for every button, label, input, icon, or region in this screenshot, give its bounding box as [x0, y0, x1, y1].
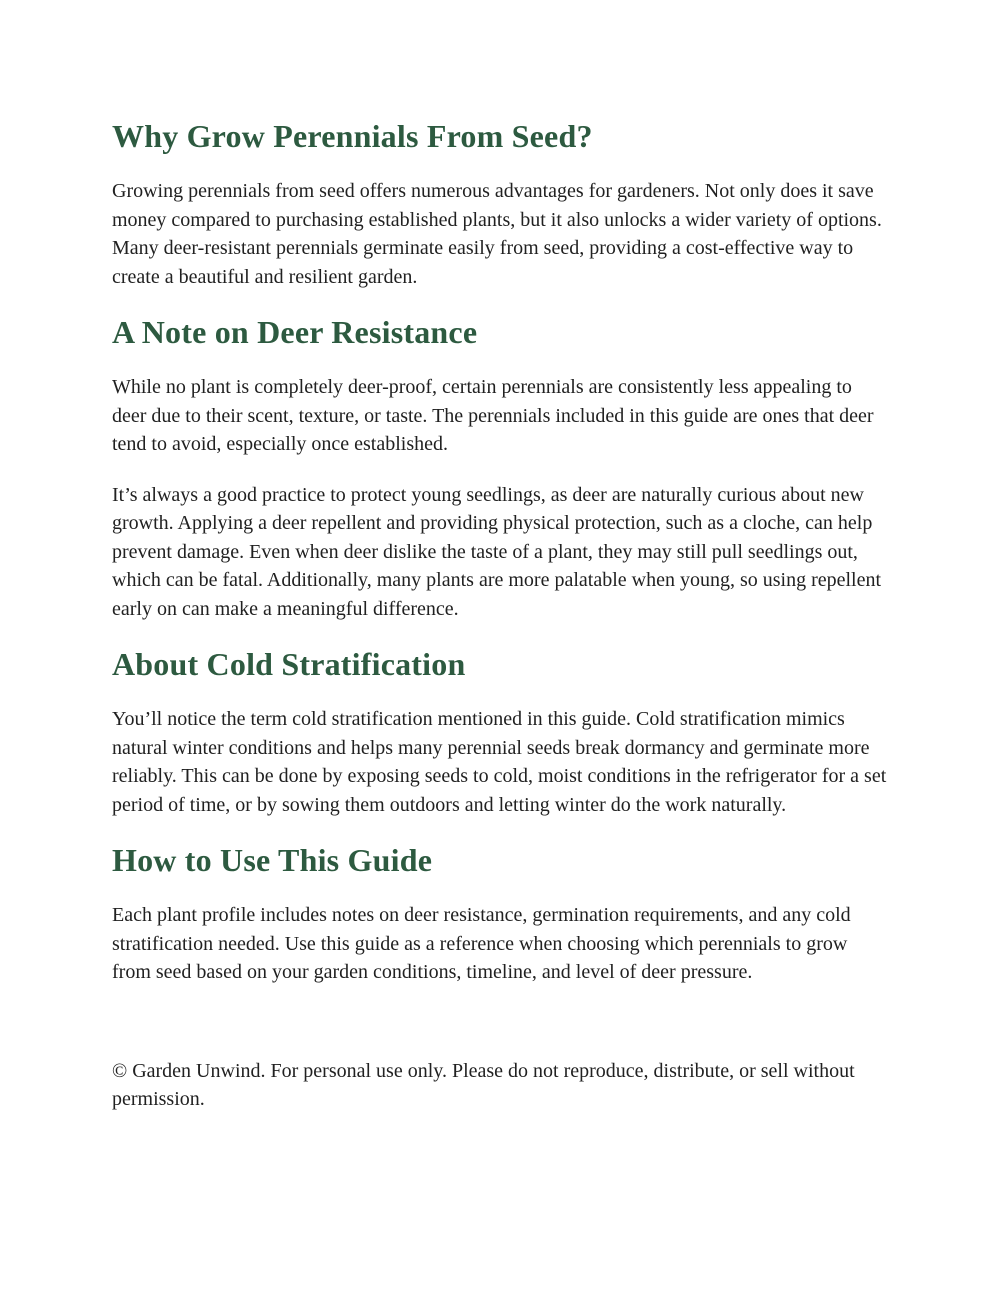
- paragraph-how-to-use-guide: Each plant profile includes notes on deer resistance, germination requirements, and any cold stratification needed. Use this guide as a reference when choosing which perennials to grow from seed based on your garden conditions, timeline, and level of deer pressure.: [112, 904, 851, 983]
- paragraph-why-grow-intro: Growing perennials from seed offers numerous advantages for gardeners. Not only does it save money compared to purchasing established plants, but it also unlocks a wider variety of options. Many deer-resistant perennials germinate easily from seed, providing a cost-effective way to create a beautiful and resilient garden.: [112, 180, 882, 288]
- copyright-notice: © Garden Unwind. For personal use only. Please do not reproduce, distribute, or sell without permission.: [112, 1059, 855, 1110]
- heading-deer-resistance: A Note on Deer Resistance: [112, 314, 478, 350]
- paragraph-cold-stratification: You’ll notice the term cold stratification mentioned in this guide. Cold stratification mimics natural winter conditions and helps many perennial seeds break dormancy and germinate more reliably. This can be done by exposing seeds to cold, moist conditions in the refrigerator for a set period of time, or by sowing them outdoors and letting winter do the work naturally.: [112, 708, 887, 816]
- paragraph-deer-resistance-seedlings: It’s always a good practice to protect young seedlings, as deer are naturally curious about new growth. Applying a deer repellent and providing physical protection, such as a cloche, can help prevent damage. Even when deer dislike the taste of a plant, they may still pull seedlings out, which can be fatal. Additionally, many plants are more palatable when young, so using repellent early on can make a meaningful difference.: [112, 483, 882, 620]
- heading-cold-stratification: About Cold Stratification: [112, 646, 466, 682]
- heading-how-to-use-guide: How to Use This Guide: [112, 842, 433, 878]
- paragraph-deer-resistance-overview: While no plant is completely deer-proof, certain perennials are consistently less appealing to deer due to their scent, texture, or taste. The perennials included in this guide are ones that deer tend to avoid, especially once established.: [112, 376, 874, 455]
- heading-why-grow-perennials: Why Grow Perennials From Seed?: [112, 118, 593, 154]
